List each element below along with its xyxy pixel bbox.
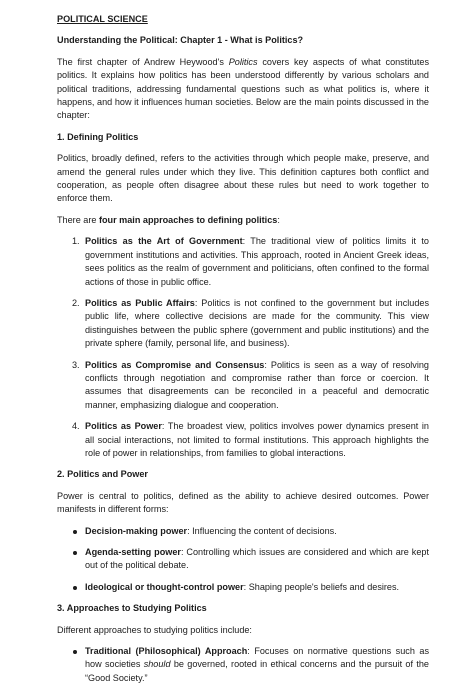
approach-text: : The broadest view, politics involves power dynamics present in all social interactions, not limited to formal institutions. This approach highlights the role of power in relationships, from families to global interactions. <box>85 421 429 458</box>
studying-approach-traditional <box>57 645 429 685</box>
studying-approach-term: Traditional (Philosophical) Approach <box>85 646 248 657</box>
list-number: 2. <box>72 297 80 308</box>
approaches-lead-after: : <box>277 214 280 225</box>
intro-book-title: Politics <box>228 56 258 67</box>
approaches-list <box>57 235 429 460</box>
section-heading-politics-and-power: 2. Politics and Power <box>57 469 148 480</box>
list-number: 3. <box>72 359 80 370</box>
approach-term: Politics as Compromise and Consensus <box>85 359 265 370</box>
power-forms-list <box>57 525 429 595</box>
approaches-lead-before: There are <box>57 214 99 225</box>
intro-paragraph <box>57 56 429 123</box>
list-number: 1. <box>72 236 80 247</box>
power-form-ideological <box>57 581 429 594</box>
bullet-icon <box>73 530 77 534</box>
section-heading-defining-politics: 1. Defining Politics <box>57 131 139 142</box>
approach-text: : Politics is seen as a way of resolving conflicts through negotiation and compromise rather than force or coercion. It assumes that disagreements can be reconciled in a peaceful and democratic manner, emphasizing dialogue and cooperation. <box>85 359 429 410</box>
approach-term: Politics as Power <box>85 421 162 432</box>
approach-text: : Politics is not confined to the government but includes public life, where collective decisions are made for the community. This view distinguishes between the public sphere (government and public institutions) and the private sphere (family, personal life, and business). <box>85 297 429 349</box>
power-form-term: Ideological or thought-control power <box>85 581 244 592</box>
approach-text: : The traditional view of politics limits it to government institutions and activities. This approach, rooted in Ancient Greek ideas, sees politics as the realm of government and politicians, often confined to the formal actions of those in public office. <box>85 236 429 287</box>
approaches-lead-paragraph <box>57 214 429 227</box>
document-title: POLITICAL SCIENCE <box>57 14 148 24</box>
studying-approach-text-before: : Focuses on normative questions such as how societies <box>85 646 430 670</box>
chapter-subtitle: Understanding the Political: Chapter 1 - What is Politics? <box>57 35 304 46</box>
power-form-agenda-setting <box>57 546 429 573</box>
bullet-icon <box>73 650 77 654</box>
list-number: 4. <box>72 421 80 432</box>
power-form-decision-making <box>57 525 429 538</box>
defining-politics-paragraph: Politics, broadly defined, refers to the activities through which people make, preserve, and amend the general rules under which they live. This definition captures both conflict and cooperation, as people often disagree about these rules but need to work together to enforce them. <box>57 153 429 204</box>
power-form-text: : Shaping people's beliefs and desires. <box>243 581 400 592</box>
intro-text-after: covers key aspects of what constitutes politics. It explains how politics has been understood differently by various scholars and political traditions, addressing fundamental questions such as what politics is, where it happens, and how it influences human societies. Below are the main points discussed in the chapter: <box>57 56 429 121</box>
bullet-icon <box>73 551 77 555</box>
section-heading-approaches-studying: 3. Approaches to Studying Politics <box>57 603 207 614</box>
studying-approach-emphasis: should <box>143 659 171 670</box>
approach-term: Politics as the Art of Government <box>85 236 243 247</box>
power-form-term: Agenda-setting power <box>85 547 181 557</box>
approach-item-public-affairs <box>57 297 429 351</box>
power-form-term: Decision-making power <box>85 525 188 536</box>
studying-approaches-list <box>57 645 429 685</box>
approach-item-art-of-government <box>57 235 429 289</box>
politics-power-paragraph: Power is central to politics, defined as the ability to achieve desired outcomes. Power manifests in different forms: <box>57 490 429 515</box>
bullet-icon <box>73 586 77 590</box>
approach-item-compromise-consensus <box>57 359 429 413</box>
approaches-lead-bold: four main approaches to defining politics <box>98 214 278 225</box>
studying-approaches-paragraph: Different approaches to studying politics include: <box>57 624 252 635</box>
approach-term: Politics as Public Affairs <box>85 297 195 308</box>
power-form-text: : Influencing the content of decisions. <box>187 525 337 536</box>
intro-text-before: The first chapter of Andrew Heywood's <box>57 56 229 67</box>
studying-approach-text-after: be governed, rooted in ethical concerns and the pursuit of the “Good Society.” <box>85 659 429 683</box>
approach-item-power <box>57 420 429 460</box>
power-form-text: : Controlling which issues are considered and which are kept out of the political debate. <box>85 547 429 571</box>
